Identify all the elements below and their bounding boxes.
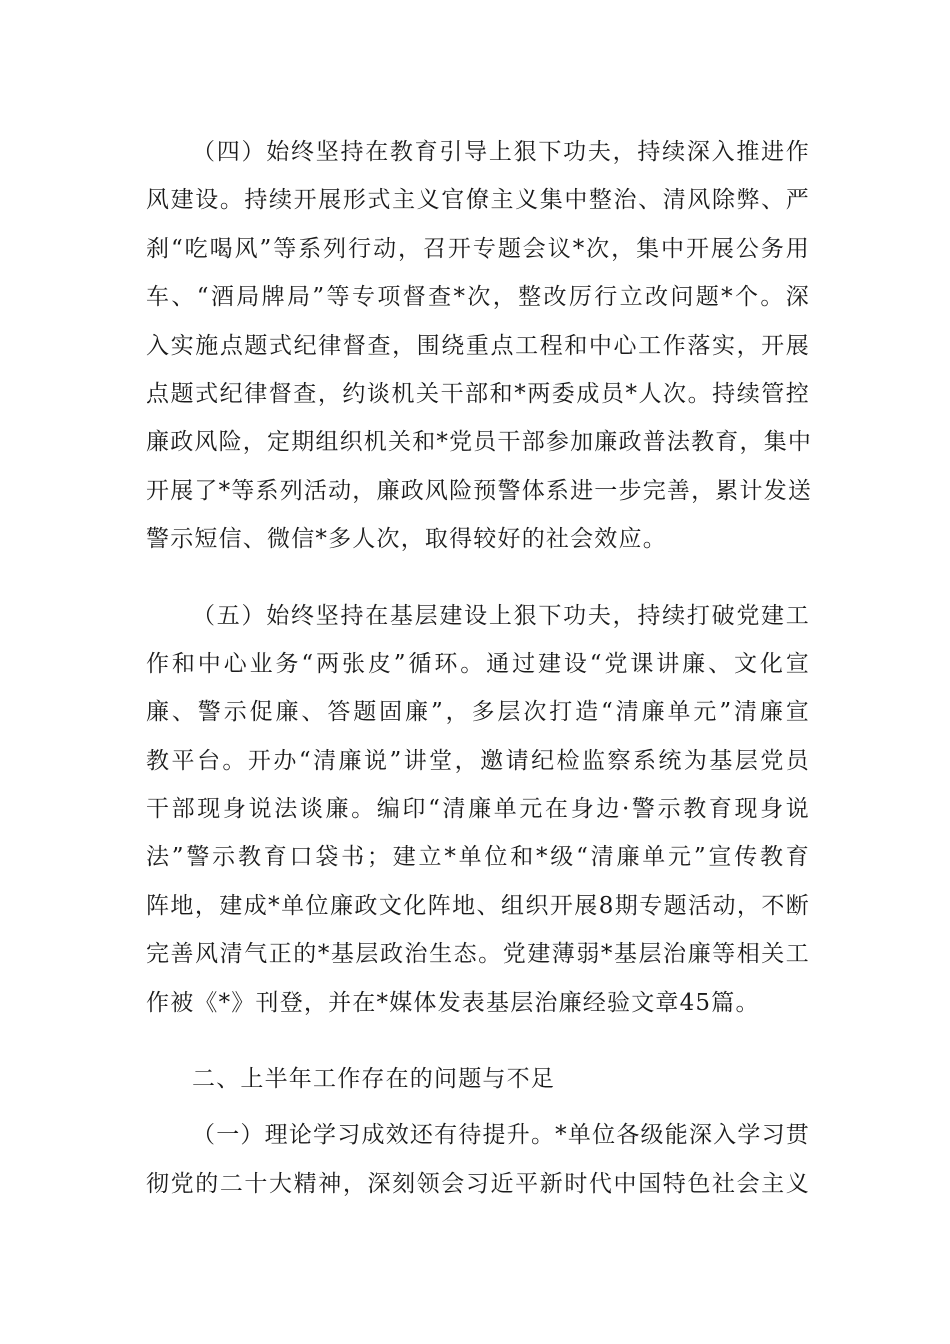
paragraph-line: 法”警示教育口袋书；建立*单位和*级“清廉单元”宣传教育	[146, 844, 810, 871]
paragraph-line: 车、“酒局牌局”等专项督查*次，整改厉行立改问题*个。深	[146, 284, 810, 311]
paragraph-spacer	[146, 564, 810, 592]
paragraph-line: 入实施点题式纪律督查，围绕重点工程和中心工作落实，开展	[146, 332, 810, 359]
paragraph-line: 点题式纪律督查，约谈机关干部和*两委成员*人次。持续管控	[146, 380, 810, 407]
paragraph-section-5	[146, 592, 810, 1028]
paragraph-line: 刹“吃喝风”等系列行动，召开专题会议*次，集中开展公务用	[146, 235, 810, 262]
paragraph-line: 干部现身说法谈廉。编印“清廉单元在身边·警示教育现身说	[146, 796, 810, 823]
document-body	[146, 128, 813, 1208]
paragraph-line: 彻党的二十大精神，深刻领会习近平新时代中国特色社会主义	[146, 1170, 810, 1197]
paragraph-line: （一）理论学习成效还有待提升。*单位各级能深入学习贯	[192, 1122, 810, 1149]
paragraph-line: （四）始终坚持在教育引导上狠下功夫，持续深入推进作	[192, 139, 810, 165]
paragraph-line: 廉、警示促廉、答题固廉”，多层次打造“清廉单元”清廉宣	[146, 699, 810, 726]
paragraph-spacer	[146, 1027, 810, 1055]
paragraph-spacer	[146, 1103, 810, 1111]
paragraph-line: 完善风清气正的*基层政治生态。党建薄弱*基层治廉等相关工	[146, 941, 810, 968]
paragraph-line: 警示短信、微信*多人次，取得较好的社会效应。	[146, 526, 667, 553]
paragraph-line: （五）始终坚持在基层建设上狠下功夫，持续打破党建工	[192, 602, 810, 629]
paragraph-line: 阵地，建成*单位廉政文化阵地、组织开展8期专题活动，不断	[146, 892, 810, 919]
paragraph-line: 风建设。持续开展形式主义官僚主义集中整治、清风除弊、严	[146, 187, 810, 214]
paragraph-line: 作和中心业务“两张皮”循环。通过建设“党课讲廉、文化宣	[146, 650, 810, 677]
section-heading: 二、上半年工作存在的问题与不足	[192, 1066, 555, 1093]
paragraph-line: 廉政风险，定期组织机关和*党员干部参加廉政普法教育，集中	[146, 429, 813, 456]
paragraph-line: 开展了*等系列活动，廉政风险预警体系进一步完善，累计发送	[146, 477, 813, 504]
paragraph-line: 教平台。开办“清廉说”讲堂，邀请纪检监察系统为基层党员	[146, 747, 810, 774]
paragraph-section-4	[146, 128, 813, 564]
paragraph-line: 作被《*》刊登，并在*媒体发表基层治廉经验文章45篇。	[146, 989, 760, 1016]
paragraph-subsection-1	[146, 1111, 810, 1208]
